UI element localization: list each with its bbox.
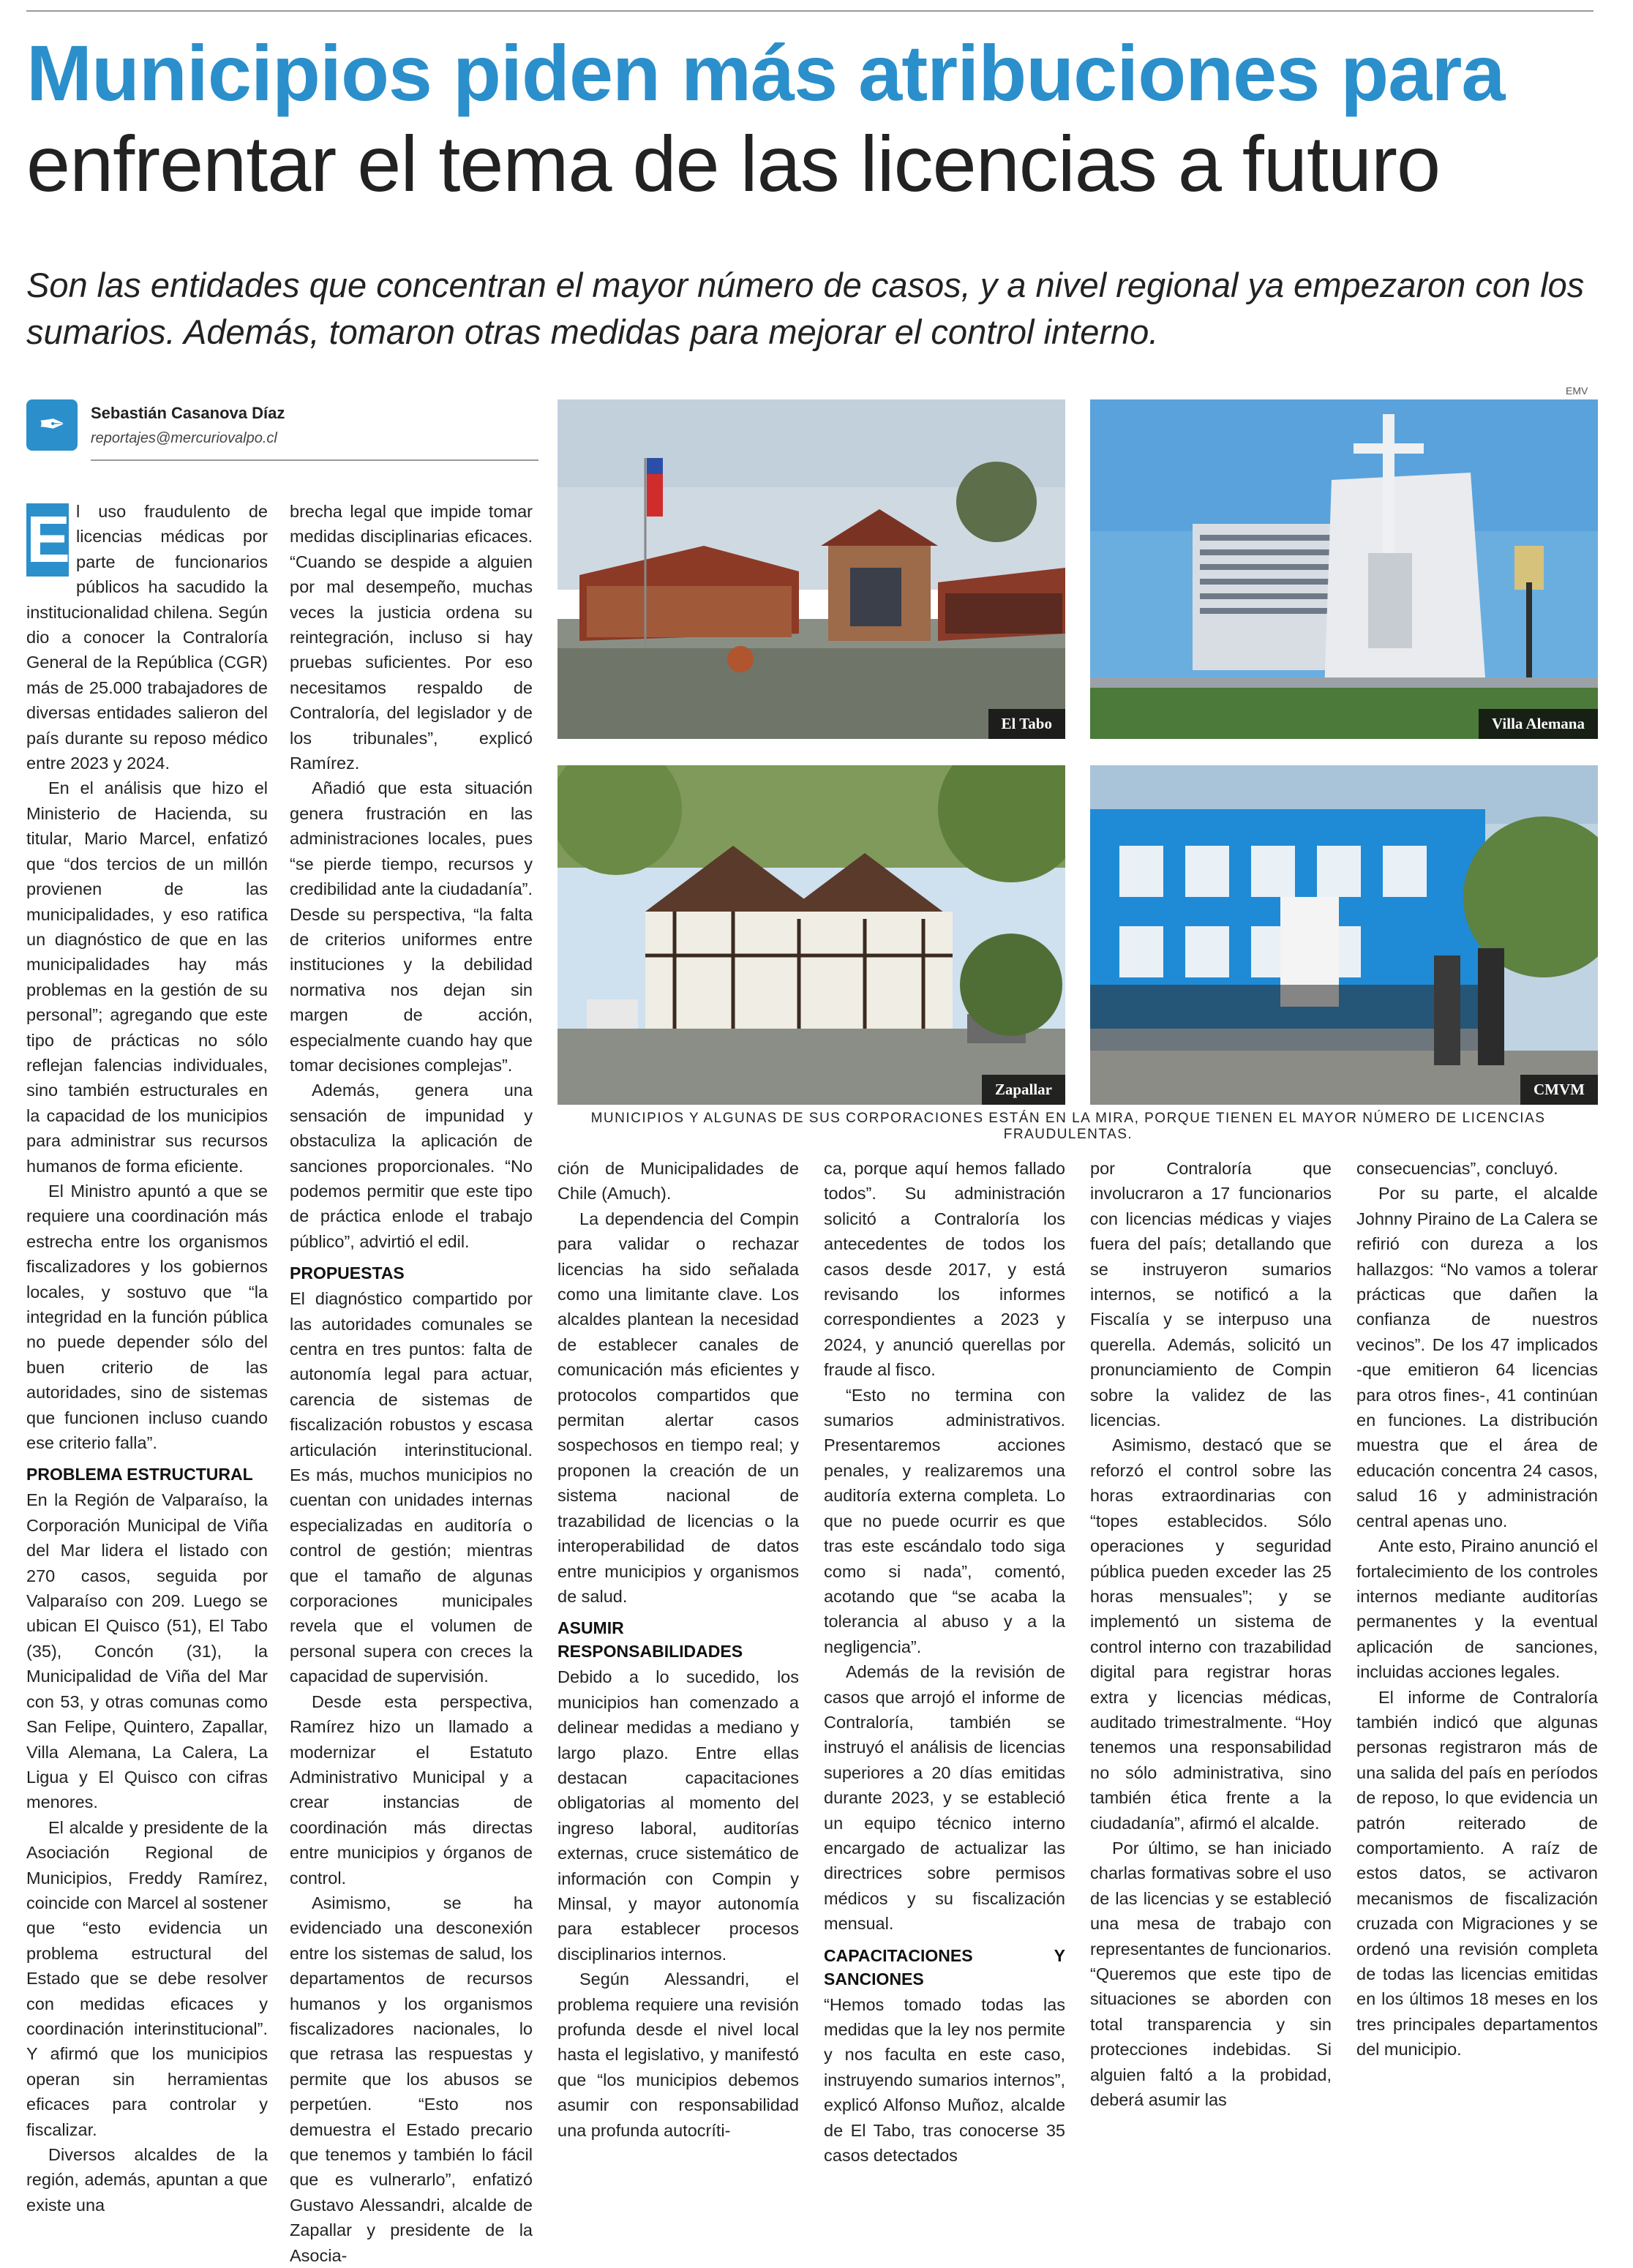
article-column-1: [26, 499, 268, 2218]
photo-zapallar: [558, 765, 1065, 1105]
paragraph: por Contraloría que involucraron a 17 funcionarios con licencias médicas y viajes fuera del país; detallando que se instruyeron sumarios internos, se notificó a la Fiscalía y se interpuso una querella. Además, solicitó un pronunciamiento de Compin sobre la validez de las licencias.: [1090, 1159, 1332, 1430]
paragraph: El Ministro apuntó a que se requiere una coordinación más estrecha entre los organismos fiscalizadores y los gobiernos locales, y sostuvo que “la integridad en la función pública no puede depender sólo del buen criterio de las autoridades, sino de sistemas que funcionen incluso cuando ese criterio falla”.: [26, 1181, 268, 1453]
photo-credit: EMV: [1566, 385, 1588, 397]
photo-villa-alemana: [1090, 399, 1598, 739]
paragraph: El diagnóstico compartido por las autoridades comunales se centra en tres puntos: falta de autonomía legal para actuar, carencia de sistemas de fiscalización robustos y escasa articulación interinstitucional. Es más, muchos municipios no cuentan con unidades internas especializadas en auditoría o control de gestión; mientras que el tamaño de algunas corporaciones municipales revela que el volumen de personal supera con creces la capacidad de supervisión.: [290, 1289, 533, 1686]
article-column-4: [824, 1156, 1065, 2168]
article-column-6: [1356, 1156, 1598, 2062]
headline: [26, 28, 1621, 209]
paragraph: Ante esto, Piraino anunció el fortalecimiento de los controles internos mediante auditorías permanentes y la eventual aplicación de sanciones, incluidas acciones legales.: [1356, 1536, 1598, 1682]
paragraph: La dependencia del Compin para validar o rechazar licencias ha sido señalada como una limitante clave. Los alcaldes plantean la necesidad de establecer canales de comunicación más eficientes y protocolos compartidos que permitan alertar casos sospechosos en tiempo real; y proponen la creación de un sistema nacional de trazabilidad de licencias o la interoperabilidad de datos entre municipios y organismos de salud.: [558, 1209, 799, 1606]
paragraph: El informe de Contraloría también indicó que algunas personas registraron más de una salida del país en períodos de reposo, lo que evidencia un patrón reiterado de comportamiento. A raíz de estos datos, se activaron mecanismos de fiscalización cruzada con Migraciones y se ordenó una revisión completa de todas las licencias emitidas en los últimos 18 meses en los tres principales departamentos del municipio.: [1356, 1687, 1598, 2059]
paragraph: Por último, se han iniciado charlas formativas sobre el uso de las licencias y se estableció una mesa de trabajo con representantes de funcionarios. “Queremos que este tipo de situaciones se aborden con total transparencia y sin protecciones indebidas. Si alguien faltó a la probidad, deberá asumir las: [1090, 1838, 1332, 2110]
author-email: reportajes@mercuriovalpo.cl: [91, 430, 277, 446]
paragraph: [26, 499, 268, 776]
photo-el-tabo: [558, 399, 1065, 739]
byline: [26, 399, 538, 455]
byline-rule: [91, 459, 538, 461]
villa-alemana-image: [1090, 399, 1598, 739]
section-heading: PROPUESTAS: [290, 1263, 405, 1283]
deck: Son las entidades que concentran el mayor número de casos, y a nivel regional ya empezaron con los sumarios. Además, tomaron otras medidas para mejorar el control interno.: [26, 266, 1585, 351]
drop-cap: E: [26, 503, 71, 577]
paragraph: brecha legal que impide tomar medidas disciplinarias eficaces. “Cuando se despide a alguien por mal desempeño, muchas veces la justicia ordena su reintegración, incluso si hay pruebas suficientes. Por eso necesitamos respaldo de Contraloría, del legislador y de los tribunales”, explicó Ramírez.: [290, 502, 533, 773]
zapallar-image: [558, 765, 1065, 1105]
el-tabo-image: [558, 399, 1065, 739]
paragraph: Asimismo, se ha evidenciado una desconexión entre los sistemas de salud, los departamentos de recursos humanos y los organismos fiscalizadores nacionales, lo que retrasa las respuestas y permite que los abusos se perpetúen. “Esto nos demuestra el Estado precario que tenemos y también lo fácil que es vulnerarlo”, enfatizó Gustavo Alessandri, alcalde de Zapallar y presidente de la Asocia-: [290, 1893, 533, 2265]
photo-cmvm: [1090, 765, 1598, 1105]
section-heading: CAPACITACIONES Y SANCIONES: [824, 1945, 1065, 1989]
cmvm-image: [1090, 765, 1598, 1105]
paragraph: Añadió que esta situación genera frustración en las administraciones locales, pues “se pierde tiempo, recursos y credibilidad ante la ciudadanía”. Desde su perspectiva, “la falta de criterios uniformes entre instituciones y la debilidad normativa nos dejan sin margen de acción, especialmente cuando hay que tomar decisiones complejas”.: [290, 778, 533, 1075]
paragraph: ca, porque aquí hemos fallado todos”. Su administración solicitó a Contraloría los antecedentes de todos los casos desde 2017, y está revisando los informes correspondientes a 2023 y 2024, y anunció querellas por fraude al fisco.: [824, 1159, 1065, 1380]
paragraph: Diversos alcaldes de la región, además, apuntan a que existe una: [26, 2145, 268, 2215]
paragraph: En el análisis que hizo el Ministerio de Hacienda, su titular, Mario Marcel, enfatizó que “dos tercios de un millón provienen de las municipalidades, y eso ratifica un diagnóstico de que en las municipalidades hay más problemas en la gestión de su personal”; agregando que este tipo de prácticas no sólo reflejan falencias individuales, sino también estructurales en la capacidad de los municipios para administrar sus recursos humanos de forma eficiente.: [26, 778, 268, 1176]
article-column-2: [290, 499, 533, 2268]
paragraph-text: l uso fraudulento de licencias médicas por parte de funcionarios públicos ha sacudido la institucionalidad chilena. Según dio a conocer la Contraloría General de la República (CGR) más de 25.000 trabajadores de diversas entidades salieron del país durante su reposo médico entre 2023 y 2024.: [26, 502, 268, 773]
paragraph: Además de la revisión de casos que arrojó el informe de Contraloría, también se instruyó el análisis de licencias superiores a 20 días emitidas durante 2023, y se estableció un equipo técnico interno encargado de actualizar las directrices sobre permisos médicos y su fiscalización mensual.: [824, 1662, 1065, 1934]
article-column-5: [1090, 1156, 1332, 2112]
paragraph: Debido a lo sucedido, los municipios han comenzado a delinear medidas a mediano y largo plazo. Entre ellas destacan capacitaciones obligatorias al momento del ingreso laboral, auditorías externas, cruce sistemático de información con Compin y Minsal, y mayor autonomía para establecer procesos disciplinarios internos.: [558, 1667, 799, 1964]
paragraph: consecuencias”, concluyó.: [1356, 1159, 1558, 1178]
headline-line-1: Municipios piden más atribuciones para: [26, 29, 1505, 117]
paragraph: “Hemos tomado todas las medidas que la ley nos permite y nos faculta en este caso, instruyendo sumarios internos”, explicó Alfonso Muñoz, alcalde de El Tabo, tras conocerse 35 casos detectados: [824, 1994, 1065, 2166]
photo-label-cmvm: CMVM: [1520, 1075, 1598, 1105]
photo-label-villa-alemana: Villa Alemana: [1479, 709, 1598, 739]
paragraph: ción de Municipalidades de Chile (Amuch).: [558, 1159, 799, 1204]
paragraph: En la Región de Valparaíso, la Corporación Municipal de Viña del Mar lidera el listado con 270 casos, seguida por Valparaíso con 209. Luego se ubican El Quisco (51), El Tabo (35), Concón (31), la Municipalidad de Viña del Mar con 53, y otras comunas como San Felipe, Quintero, Zapallar, Villa Alemana, La Calera, La Ligua y El Quisco con cifras menores.: [26, 1490, 268, 1812]
top-rule: [26, 10, 1593, 12]
photo-label-el-tabo: El Tabo: [988, 709, 1065, 739]
quill-icon: ✒: [26, 399, 78, 451]
article-column-3: [558, 1156, 799, 2143]
paragraph: Según Alessandri, el problema requiere una revisión profunda desde el nivel local hasta el legislativo, y manifestó que “los municipios debemos asumir con responsabilidad una profunda autocríti-: [558, 1970, 799, 2140]
paragraph: Por su parte, el alcalde Johnny Piraino de La Calera se refirió con dureza a los hallazgos: “No vamos a tolerar prácticas que dañen la confianza de nuestros vecinos”. De los 47 implicados -que emitieron 64 licencias para otros fines-, 41 continúan en funciones. La distribución muestra que el área de educación concentra 24 casos, salud 16 y administración central apenas uno.: [1356, 1184, 1598, 1531]
paragraph: “Esto no termina con sumarios administrativos. Presentaremos acciones penales, y realizaremos una auditoría externa completa. Lo que no puede ocurrir es que tras este escándalo todo siga como si nada”, comentó, acotando que “se acaba la tolerancia al abuso y a la negligencia”.: [824, 1385, 1065, 1656]
photo-caption: MUNICIPIOS Y ALGUNAS DE SUS CORPORACIONES ESTÁN EN LA MIRA, PORQUE TIENEN EL MAYOR NÚMERO DE LICENCIAS FRAUDULENTAS.: [590, 1111, 1546, 1142]
paragraph: Asimismo, destacó que se reforzó el control sobre las horas extraordinarias con “topes establecidos. Sólo operaciones y seguridad pública pueden exceder las 25 horas mensuales”; y se implementó un sistema de control interno con trazabilidad digital para registrar horas extra y licencias médicas, auditado trimestralmente. “Hoy tenemos una responsabilidad no sólo administrativa, sino también ética frente a la ciudadanía”, afirmó el alcalde.: [1090, 1435, 1332, 1833]
paragraph: El alcalde y presidente de la Asociación Regional de Municipios, Freddy Ramírez, coincide con Marcel al sostener que “esto evidencia un problema estructural del Estado que se debe resolver con medidas eficaces y coordinación interinstitucional”. Y afirmó que los municipios operan sin herramientas eficaces para controlar y fiscalizar.: [26, 1817, 268, 2139]
author-name: Sebastián Casanova Díaz: [91, 404, 285, 422]
photo-label-zapallar: Zapallar: [982, 1075, 1065, 1105]
section-heading: PROBLEMA ESTRUCTURAL: [26, 1465, 253, 1484]
section-heading: ASUMIR RESPONSABILIDADES: [558, 1618, 743, 1661]
paragraph: Desde esta perspectiva, Ramírez hizo un llamado a modernizar el Estatuto Administrativo Municipal y a crear instancias de coordinación más directas entre municipios y órganos de control.: [290, 1691, 533, 1888]
headline-line-2: enfrentar el tema de las licencias a futuro: [26, 119, 1441, 208]
paragraph: Además, genera una sensación de impunidad y obstaculiza la aplicación de sanciones proporcionales. “No podemos permitir que este tipo de práctica enlode el trabajo público”, advirtió el edil.: [290, 1081, 533, 1251]
